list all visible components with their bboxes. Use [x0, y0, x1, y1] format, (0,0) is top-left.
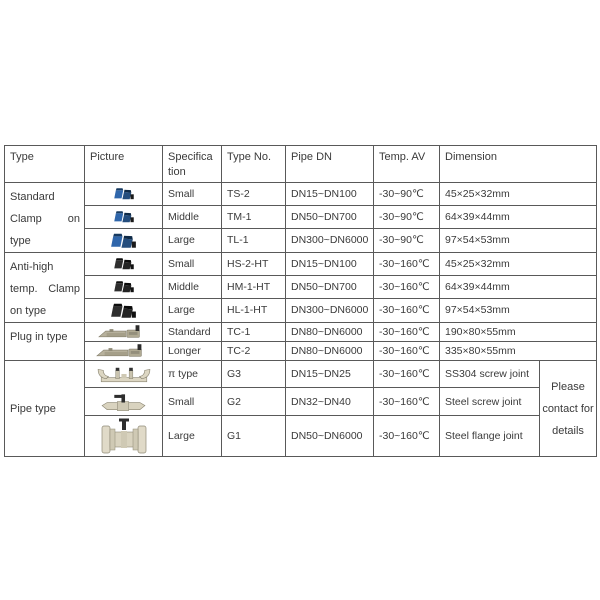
picture-cell — [85, 361, 163, 388]
cell-specification: Middle — [163, 205, 222, 228]
picture-cell — [85, 183, 163, 206]
clamp-transducer-black-middle-icon — [111, 280, 137, 293]
plug-in-transducer-standard-icon — [97, 324, 151, 340]
header-temp-av: Temp. AV — [374, 146, 440, 183]
clamp-transducer-blue-middle-icon — [111, 210, 137, 223]
cell-specification: Small — [163, 183, 222, 206]
group-label-standard-clamp: Standard Clamp on type — [5, 183, 85, 253]
pipe-transducer-flanged-icon — [99, 417, 149, 455]
group-label-plug-in: Plug in type — [5, 323, 85, 361]
cell-pipe-dn: DN15~DN100 — [286, 183, 374, 206]
cell-type-no: TC-1 — [222, 323, 286, 342]
cell-temp-av: -30~160℃ — [374, 323, 440, 342]
cell-type-no: TS-2 — [222, 183, 286, 206]
cell-specification: Small — [163, 253, 222, 276]
cell-temp-av: -30~160℃ — [374, 361, 440, 388]
header-pipe-dn: Pipe DN — [286, 146, 374, 183]
clamp-transducer-black-large-icon — [107, 302, 140, 319]
cell-type-no: G1 — [222, 416, 286, 457]
cell-dimension: 190×80×55mm — [440, 323, 597, 342]
picture-cell — [85, 275, 163, 298]
cell-temp-av: -30~160℃ — [374, 416, 440, 457]
picture-cell — [85, 342, 163, 361]
cell-type-no: TL-1 — [222, 228, 286, 252]
cell-dimension: 335×80×55mm — [440, 342, 597, 361]
header-type-no: Type No. — [222, 146, 286, 183]
cell-dimension: 97×54×53mm — [440, 228, 597, 252]
table-row — [5, 253, 597, 276]
cell-pipe-dn: DN15~DN25 — [286, 361, 374, 388]
cell-specification: Longer — [163, 342, 222, 361]
cell-dimension: 64×39×44mm — [440, 205, 597, 228]
cell-specification: Small — [163, 388, 222, 416]
cell-specification: Large — [163, 228, 222, 252]
clamp-transducer-black-small-icon — [111, 257, 137, 270]
cell-pipe-dn: DN80~DN6000 — [286, 342, 374, 361]
cell-temp-av: -30~160℃ — [374, 342, 440, 361]
contact-note: Please contact for details — [540, 361, 597, 457]
cell-temp-av: -30~90℃ — [374, 228, 440, 252]
group-label-pipe-type: Pipe type — [5, 361, 85, 457]
cell-dimension: SS304 screw joint — [440, 361, 540, 388]
cell-type-no: G3 — [222, 361, 286, 388]
cell-specification: Large — [163, 298, 222, 322]
table-row — [5, 323, 597, 342]
picture-cell — [85, 416, 163, 457]
cell-temp-av: -30~90℃ — [374, 183, 440, 206]
cell-type-no: HS-2-HT — [222, 253, 286, 276]
plug-in-transducer-longer-icon — [95, 343, 153, 359]
cell-dimension: 97×54×53mm — [440, 298, 597, 322]
cell-type-no: HL-1-HT — [222, 298, 286, 322]
cell-pipe-dn: DN50~DN700 — [286, 275, 374, 298]
cell-specification: Standard — [163, 323, 222, 342]
cell-specification: π type — [163, 361, 222, 388]
header-type: Type — [5, 146, 85, 183]
table-row — [5, 275, 597, 298]
table-row — [5, 416, 597, 457]
cell-temp-av: -30~90℃ — [374, 205, 440, 228]
cell-type-no: G2 — [222, 388, 286, 416]
product-spec-table — [4, 145, 597, 457]
cell-temp-av: -30~160℃ — [374, 253, 440, 276]
picture-cell — [85, 323, 163, 342]
cell-pipe-dn: DN15~DN100 — [286, 253, 374, 276]
cell-pipe-dn: DN50~DN6000 — [286, 416, 374, 457]
group-label-anti-high-temp: Anti-high temp. Clamp on type — [5, 253, 85, 323]
cell-temp-av: -30~160℃ — [374, 388, 440, 416]
table-row — [5, 361, 597, 388]
cell-dimension: 45×25×32mm — [440, 253, 597, 276]
picture-cell — [85, 298, 163, 322]
cell-temp-av: -30~160℃ — [374, 298, 440, 322]
picture-cell — [85, 253, 163, 276]
header-picture: Picture — [85, 146, 163, 183]
table-row — [5, 205, 597, 228]
cell-specification: Large — [163, 416, 222, 457]
table-row — [5, 298, 597, 322]
cell-dimension: 45×25×32mm — [440, 183, 597, 206]
cell-specification: Middle — [163, 275, 222, 298]
pipe-transducer-small-icon — [100, 389, 147, 414]
cell-type-no: TC-2 — [222, 342, 286, 361]
picture-cell — [85, 205, 163, 228]
cell-pipe-dn: DN300~DN6000 — [286, 298, 374, 322]
table-row — [5, 183, 597, 206]
picture-cell — [85, 228, 163, 252]
cell-pipe-dn: DN32~DN40 — [286, 388, 374, 416]
pipe-transducer-pi-type-icon — [95, 364, 153, 385]
cell-temp-av: -30~160℃ — [374, 275, 440, 298]
picture-cell — [85, 388, 163, 416]
clamp-transducer-blue-small-icon — [111, 187, 137, 200]
table-row — [5, 228, 597, 252]
cell-pipe-dn: DN80~DN6000 — [286, 323, 374, 342]
cell-pipe-dn: DN50~DN700 — [286, 205, 374, 228]
table-row — [5, 388, 597, 416]
cell-type-no: TM-1 — [222, 205, 286, 228]
clamp-transducer-blue-large-icon — [107, 232, 140, 249]
cell-dimension: 64×39×44mm — [440, 275, 597, 298]
cell-dimension: Steel flange joint — [440, 416, 540, 457]
header-row — [5, 146, 597, 183]
cell-dimension: Steel screw joint — [440, 388, 540, 416]
header-specification: Specifica tion — [163, 146, 222, 183]
table-row — [5, 342, 597, 361]
cell-type-no: HM-1-HT — [222, 275, 286, 298]
header-dimension: Dimension — [440, 146, 597, 183]
cell-pipe-dn: DN300~DN6000 — [286, 228, 374, 252]
